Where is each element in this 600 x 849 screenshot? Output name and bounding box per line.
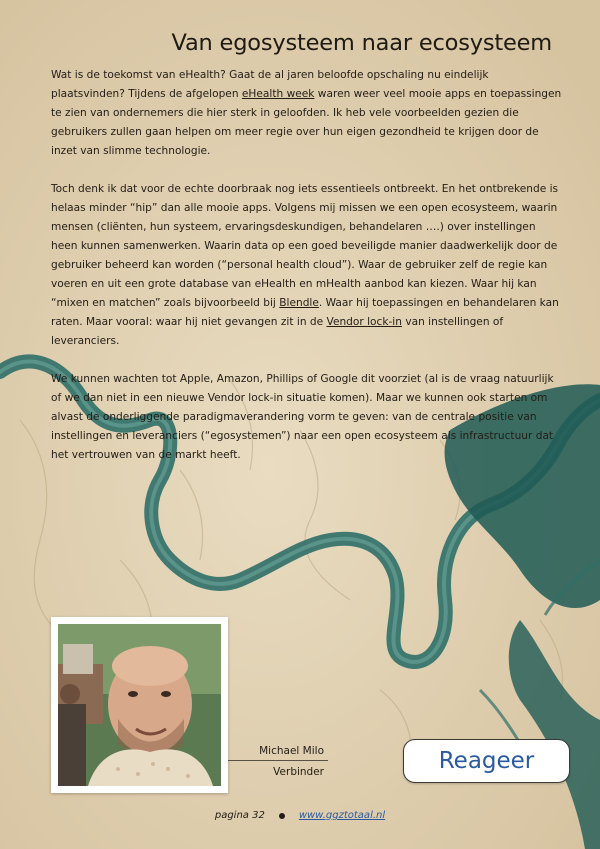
bullet-dot-icon: [279, 813, 285, 819]
paragraph-3: We kunnen wachten tot Apple, Amazon, Phillips of Google dit voorziet (al is de vraag natuurlijk of we dan niet in een nieuwe Vendor lock-in situatie komen). Maar we kunnen ook starten om alvast de onderliggende paradigmaverandering vorm te geven: van de centrale positie van instellingen en leveranciers (“egosystemen”) naar een open ecosysteem als infrastructuur dat het vertrouwen van de markt heeft.: [51, 373, 554, 461]
vendor-lock-in-link[interactable]: Vendor lock-in: [326, 316, 402, 328]
p2-text-c: van instellingen of leveranciers.: [51, 316, 504, 347]
p2-text-b: . Waar hij toepassingen en behandelaren kan raten. Maar vooral: waar hij niet gevangen zit in de: [51, 297, 559, 328]
article-body: [51, 66, 565, 484]
reageer-button[interactable]: Reageer: [403, 739, 570, 783]
p1-text-a: Wat is de toekomst van eHealth? Gaat de al jaren beloofde opschaling nu eindelijk plaatsvinden? Tijdens de afgelopen: [51, 69, 489, 100]
article-title: Van egosysteem naar ecosysteem: [171, 30, 552, 56]
author-photo: [58, 624, 221, 786]
page-footer: [0, 810, 600, 821]
p2-text-a: Toch denk ik dat voor de echte doorbraak nog iets essentieels ontbreekt. En het ontbrekende is helaas minder “hip” dan alle mooie apps. Volgens mij missen we een open ecosysteem, waarin mensen (cliënten, hun systeem, ervaringsdeskundigen, behandelaren ….) over instellingen heen kunnen samenwerken. Waarin data op een goed beveiligde manier daadwerkelijk door de gebruiker beheerd kan worden (“personal health cloud”). Waar de gebruiker zelf de regie kan voeren en uit een grote database van eHealth en mHealth aanbod kan kiezen. Waar hij kan “mixen en matchen” zoals bijvoorbeeld bij: [51, 183, 559, 309]
website-link[interactable]: www.ggztotaal.nl: [298, 810, 386, 821]
page-number: pagina 32: [214, 810, 265, 821]
p1-text-b: waren weer veel mooie apps en toepassingen te zien van ondernemers die hier sterk in geloofden. Ik heb vele voorbeelden gezien die gebruikers zullen gaan helpen om meer regie over hun eigen gezondheid te krijgen door de inzet van slimme technologie.: [51, 88, 562, 157]
author-name: Michael Milo: [259, 745, 324, 757]
paragraph-2: [51, 180, 565, 351]
author-photo-frame: [51, 617, 228, 793]
blendle-link[interactable]: Blendle: [279, 297, 319, 309]
author-divider: [228, 760, 328, 761]
ehealth-week-link[interactable]: eHealth week: [241, 88, 315, 100]
author-role: Verbinder: [273, 766, 324, 778]
paragraph-1: [51, 66, 565, 161]
